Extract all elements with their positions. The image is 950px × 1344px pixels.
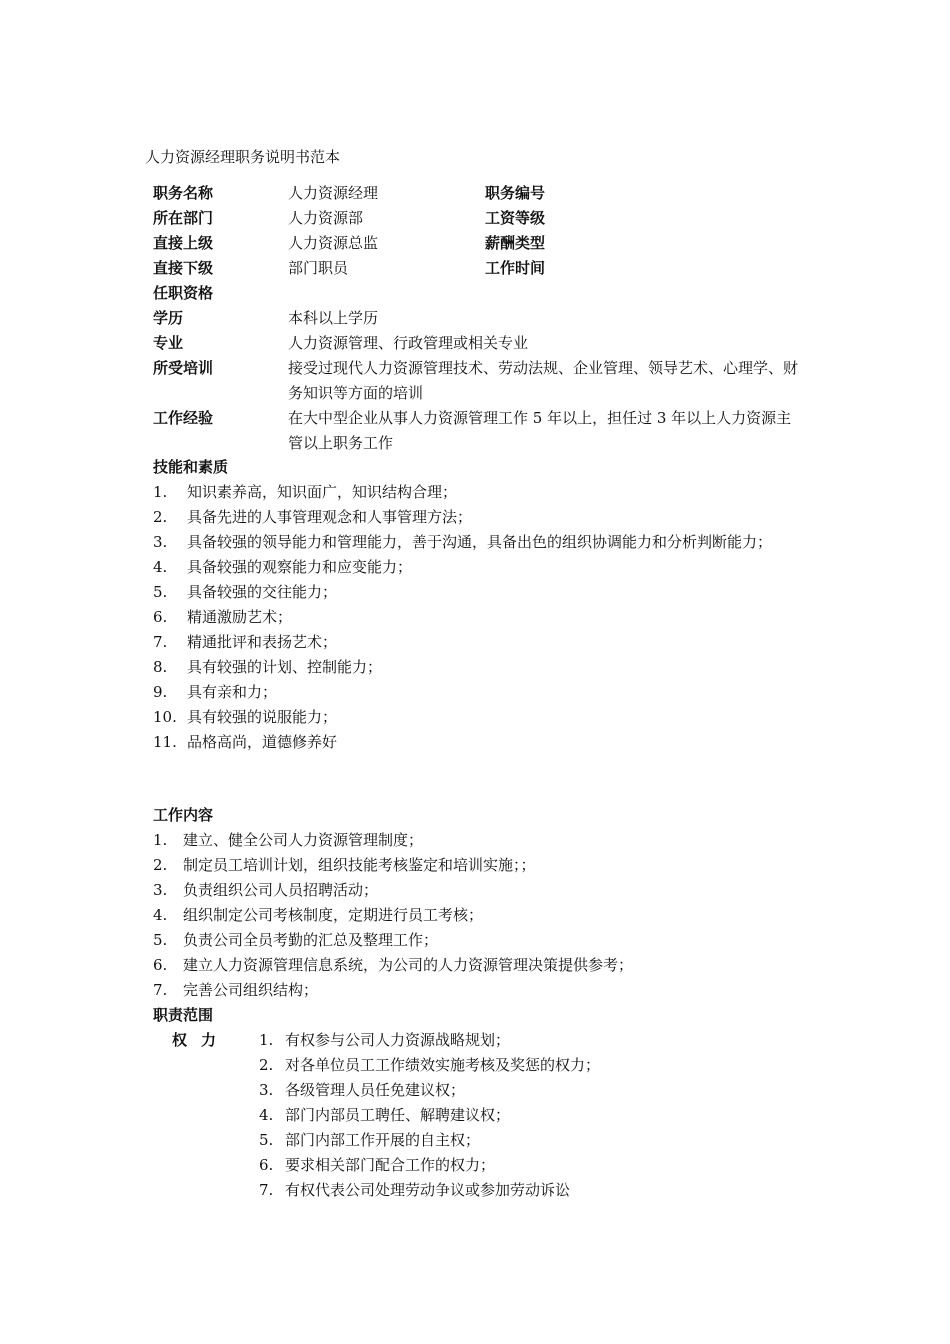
scope-heading: 职责范围 — [153, 1006, 214, 1024]
label-work-hours: 工作时间 — [485, 259, 546, 277]
label-salary-grade: 工资等级 — [485, 209, 546, 227]
value-training: 接受过现代人力资源管理技术、劳动法规、企业管理、领导艺术、心理学、财务知识等方面的培训 — [288, 359, 799, 402]
list-item: 10. 具有较强的说服能力； — [153, 708, 338, 726]
list-item: 11. 品格高尚，道德修养好 — [153, 733, 338, 751]
list-item: 5. 部门内部工作开展的自主权； — [259, 1131, 481, 1149]
label-pay-type: 薪酬类型 — [485, 234, 546, 252]
label-experience: 工作经验 — [153, 409, 214, 427]
label-major: 专业 — [153, 334, 184, 352]
label-education: 学历 — [153, 309, 184, 327]
list-item: 7. 有权代表公司处理劳动争议或参加劳动诉讼 — [259, 1181, 571, 1199]
label-training: 所受培训 — [153, 359, 214, 377]
list-item: 5. 负责公司全员考勤的汇总及整理工作； — [153, 931, 439, 949]
list-item: 2. 制定员工培训计划，组织技能考核鉴定和培训实施；； — [153, 856, 536, 874]
label-department: 所在部门 — [153, 209, 214, 227]
value-job-title: 人力资源经理 — [288, 184, 379, 202]
label-subordinate: 直接下级 — [153, 259, 214, 277]
list-item: 6. 精通激励艺术； — [153, 608, 293, 626]
list-item: 3. 各级管理人员任免建议权； — [259, 1081, 466, 1099]
value-experience: 在大中型企业从事人力资源管理工作 5 年以上，担任过 3 年以上人力资源主管以上职务工作 — [288, 409, 792, 452]
document-title: 人力资源经理职务说明书范本 — [145, 148, 341, 166]
list-item: 1. 有权参与公司人力资源战略规划； — [259, 1031, 511, 1049]
list-item: 7. 精通批评和表扬艺术； — [153, 633, 338, 651]
list-item: 9. 具有亲和力； — [153, 683, 278, 701]
list-item: 6. 建立人力资源管理信息系统，为公司的人力资源管理决策提供参考； — [153, 956, 634, 974]
work-heading: 工作内容 — [153, 806, 214, 824]
work-list — [153, 828, 633, 1003]
skills-list — [153, 480, 807, 755]
value-superior: 人力资源总监 — [288, 234, 379, 252]
power-label: 权力 — [172, 1031, 231, 1049]
value-department: 人力资源部 — [288, 209, 364, 227]
value-subordinate: 部门职员 — [288, 259, 349, 277]
power-list — [259, 1028, 600, 1203]
qualifications-heading: 任职资格 — [153, 284, 214, 302]
list-item: 1. 建立、健全公司人力资源管理制度； — [153, 831, 424, 849]
value-education: 本科以上学历 — [288, 309, 379, 327]
list-item: 4. 具备较强的观察能力和应变能力； — [153, 558, 413, 576]
list-item: 4. 部门内部员工聘任、解聘建议权； — [259, 1106, 511, 1124]
list-item: 3. 具备较强的领导能力和管理能力，善于沟通，具备出色的组织协调能力和分析判断能力； — [153, 533, 773, 551]
list-item: 6. 要求相关部门配合工作的权力； — [259, 1156, 496, 1174]
list-item: 7. 完善公司组织结构； — [153, 981, 319, 999]
label-job-title: 职务名称 — [153, 184, 214, 202]
list-item: 4. 组织制定公司考核制度，定期进行员工考核； — [153, 906, 484, 924]
value-major: 人力资源管理、行政管理或相关专业 — [288, 334, 529, 352]
skills-heading: 技能和素质 — [153, 458, 229, 476]
list-item: 1. 知识素养高，知识面广，知识结构合理； — [153, 483, 458, 501]
list-item: 2. 具备先进的人事管理观念和人事管理方法； — [153, 508, 473, 526]
list-item: 2. 对各单位员工工作绩效实施考核及奖惩的权力； — [259, 1056, 601, 1074]
list-item: 5. 具备较强的交往能力； — [153, 583, 338, 601]
label-job-code: 职务编号 — [485, 184, 546, 202]
list-item: 8. 具有较强的计划、控制能力； — [153, 658, 383, 676]
label-superior: 直接上级 — [153, 234, 214, 252]
list-item: 3. 负责组织公司人员招聘活动； — [153, 881, 379, 899]
